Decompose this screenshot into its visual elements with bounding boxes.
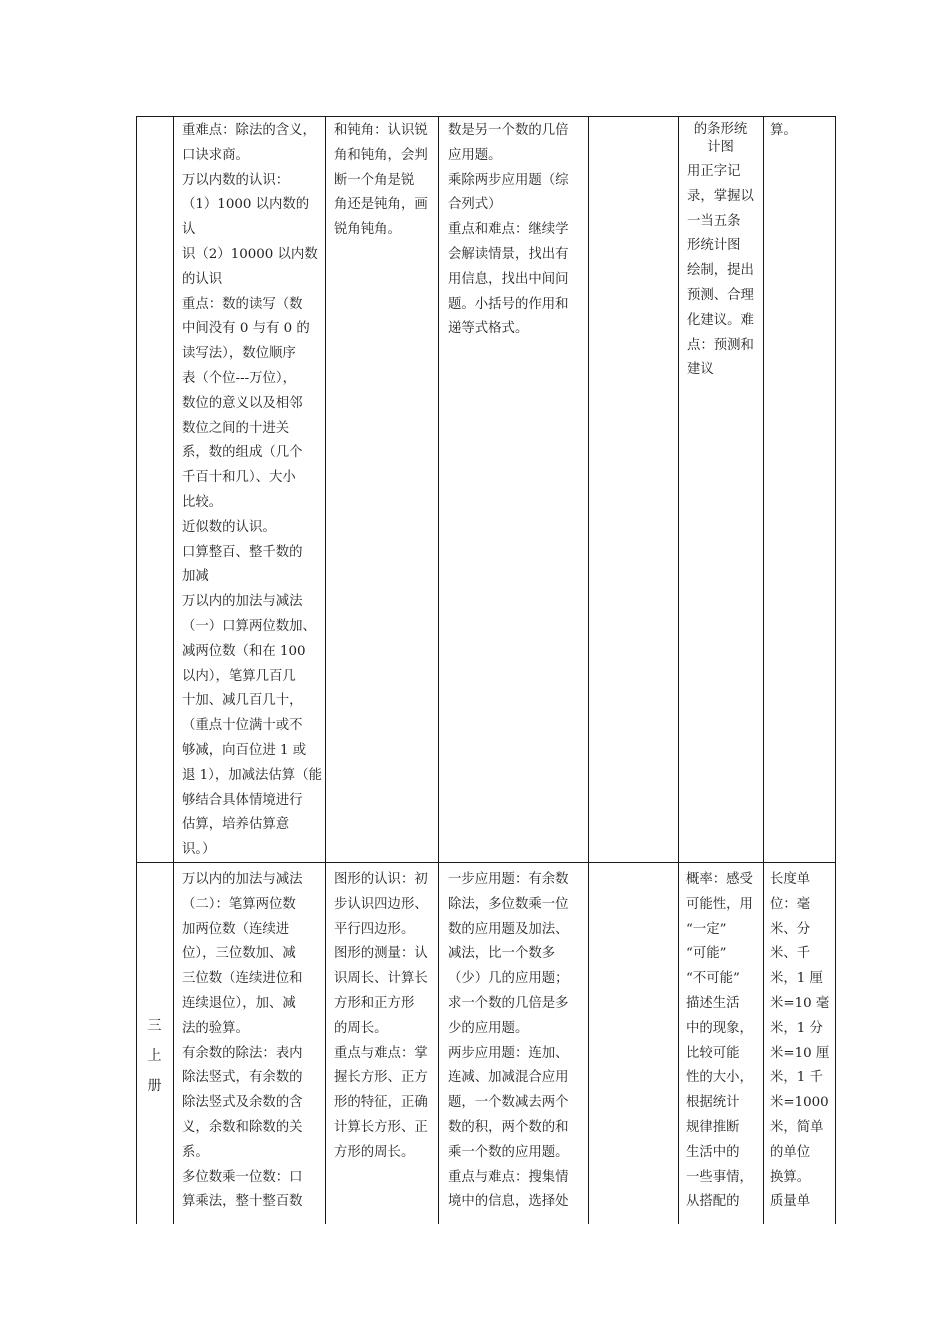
cell-text-line: 比较。 [182, 494, 223, 510]
cell-text-line: 数是另一个数的几倍 [448, 123, 569, 138]
cell-text-line: 识。） [182, 842, 216, 858]
cell-text-line: 预测、合理 [687, 287, 754, 303]
cell-text-line: 有余数的除法：表内 [182, 1045, 303, 1061]
cell-text-line: 中间没有 0 与有 0 的 [182, 321, 310, 337]
cell-text-line: 读写法），数位顺序 [182, 346, 296, 362]
cell-text-line: 算。 [770, 123, 797, 138]
cell-text-line: 角还是钝角，画 [334, 197, 428, 213]
cell-text-line: 合列式） [448, 197, 502, 213]
cell-text-line: 系，数的组成（几个 [182, 445, 303, 461]
cell-text-line: 口诀求商。 [182, 147, 249, 163]
cell-text-line: 用信息，找出中间问 [448, 271, 569, 287]
units-cell [770, 868, 834, 1215]
cell-text-line: 步认识四边形、 [334, 896, 428, 912]
cell-text-line: 根据统计 [686, 1095, 740, 1111]
topics-cell [182, 119, 322, 863]
cell-text-line: 除法，多位数乘一位 [448, 896, 569, 912]
cell-text-line: 比较可能 [686, 1045, 740, 1061]
cell-text-line: 绘制，提出 [687, 263, 754, 279]
cell-text-line: 口算整百、整千数的 [182, 544, 303, 560]
cell-text-line: 识周长、计算长 [334, 971, 428, 987]
cell-text-line: 递等式格式。 [448, 321, 529, 337]
cell-text-line: 米，简单 [770, 1119, 824, 1135]
cell-text-line: 中的现象， [686, 1020, 753, 1036]
cell-text-line: 连减、加减混合应用 [448, 1070, 569, 1086]
table-row [136, 862, 836, 1224]
cell-text-line: “不可能” [686, 971, 740, 987]
table-row [136, 116, 836, 862]
cell-text-line: 位：毫 [770, 896, 811, 912]
term-label [136, 1011, 173, 1101]
units-cell [770, 119, 832, 144]
cell-text-line: 握长方形、正方 [334, 1070, 428, 1086]
cell-text-line: 计图 [707, 140, 734, 155]
word-problems-cell [448, 868, 586, 1215]
cell-text-line: 从搭配的 [686, 1194, 740, 1210]
cell-text-line: 生活中的 [686, 1144, 740, 1160]
cell-text-line: 数的积，两个数的和 [448, 1119, 569, 1135]
cell-text-line: 义，余数和除数的关 [182, 1119, 303, 1135]
cell-text-line: 米、千 [770, 946, 811, 962]
cell-text-line: 估算，培养估算意 [182, 817, 290, 833]
cell-text-line: 识（2）10000 以内数 [182, 246, 318, 262]
term-char: 上 [147, 1048, 162, 1064]
cell-text-line: 重难点：除法的含义， [182, 123, 316, 138]
cell-text-line: 乘除两步应用题（综 [448, 172, 569, 188]
cell-text-line: 建议 [687, 362, 714, 378]
cell-text-line: 表（个位---万位）， [182, 370, 296, 386]
cell-text-line: 十加、减几百几十， [182, 693, 303, 709]
cell-text-line: 米，1 厘 [770, 971, 823, 987]
cell-text-line: 一当五条 [687, 213, 741, 229]
cell-text-line: 一些事情， [686, 1169, 753, 1185]
cell-text-line: 除法竖式，有余数的 [182, 1070, 303, 1086]
cell-text-line: 方形和正方形 [334, 995, 415, 1011]
cell-text-line: 米、分 [770, 921, 811, 937]
cell-text-line: 千百十和几）、大小 [182, 470, 296, 486]
cell-text-line: “可能” [686, 946, 727, 962]
word-problems-cell [448, 119, 586, 342]
cell-text-line: 一步应用题：有余数 [448, 872, 569, 887]
cell-text-line: 锐角钝角。 [334, 222, 401, 238]
cell-text-line: 米=1000 [770, 1095, 829, 1111]
geometry-cell [334, 119, 436, 243]
cell-text-line: 近似数的认识。 [182, 519, 276, 535]
cell-text-line: 概率：感受 [686, 872, 753, 887]
cell-text-line: 乘一个数的应用题。 [448, 1144, 569, 1160]
cell-text-line: 够结合具体情境进行 [182, 792, 303, 808]
cell-text-line: 少的应用题。 [448, 1020, 529, 1036]
term-char: 册 [147, 1078, 162, 1094]
cell-text-line: 米，1 分 [770, 1020, 823, 1036]
cell-text-line: 减两位数（和在 100 [182, 643, 306, 659]
cell-text-line: 以内），笔算几百几 [182, 668, 296, 684]
cell-text-line: 万以内的加法与减法 [182, 594, 303, 610]
cell-text-line: （二）：笔算两位数 [182, 896, 296, 912]
cell-text-line: 连续退位），加、减 [182, 995, 296, 1011]
cell-text-line: 题。小括号的作用和 [448, 296, 569, 312]
cell-text-line: 会解读情景，找出有 [448, 246, 569, 262]
cell-text-line: 位），三位数加、减 [182, 946, 296, 962]
cell-text-line: 加减 [182, 569, 209, 585]
cell-text-line: （一）口算两位数加、 [182, 618, 316, 634]
cell-text-line: 可能性，用 [686, 896, 753, 912]
cell-text-line: 数位的意义以及相邻 [182, 395, 303, 411]
cell-text-line: 够减，向百位进 1 或 [182, 742, 307, 758]
statistics-heading [678, 119, 763, 157]
cell-text-line: 多位数乘一位数：口 [182, 1169, 303, 1185]
topics-cell [182, 868, 322, 1215]
cell-text-line: 形统计图 [687, 238, 741, 254]
cell-text-line: 描述生活 [686, 995, 740, 1011]
cell-text-line: 重点与难点：掌 [334, 1045, 428, 1061]
cell-text-line: 三位数（连续进位和 [182, 971, 303, 987]
cell-text-line: 断一个角是锐 [334, 172, 415, 188]
cell-text-line: 境中的信息，选择处 [448, 1194, 569, 1210]
cell-text-line: 数位之间的十进关 [182, 420, 290, 436]
cell-text-line: （1）1000 以内数的认 [182, 197, 310, 238]
cell-text-line: 除法竖式及余数的含 [182, 1095, 303, 1111]
cell-text-line: 用正字记 [687, 164, 741, 179]
statistics-cell [678, 119, 763, 383]
term-char: 三 [147, 1018, 162, 1034]
cell-text-line: 应用题。 [448, 147, 502, 163]
cell-text-line: 和钝角：认识锐 [334, 123, 428, 138]
cell-text-line: （少）几的应用题； [448, 971, 569, 987]
cell-text-line: 两步应用题：连加、 [448, 1045, 569, 1061]
cell-text-line: （重点十位满十或不 [182, 718, 303, 734]
geometry-cell [334, 868, 436, 1166]
cell-text-line: 退 1），加减法估算（能 [182, 767, 322, 783]
cell-text-line: 求一个数的几倍是多 [448, 995, 569, 1011]
cell-text-line: 的认识 [182, 271, 223, 287]
cell-text-line: 米=10 毫 [770, 995, 830, 1011]
cell-text-line: 数的应用题及加法、 [448, 921, 569, 937]
cell-text-line: 系。 [182, 1144, 209, 1160]
cell-text-line: 减法，比一个数多 [448, 946, 556, 962]
probability-cell [686, 868, 762, 1215]
cell-text-line: 重点：数的读写（数 [182, 296, 303, 312]
cell-text-line: 题，一个数减去两个 [448, 1095, 569, 1111]
cell-text-line: 方形的周长。 [334, 1144, 415, 1160]
cell-text-line: 重点与难点：搜集情 [448, 1169, 569, 1185]
cell-text-line: 算乘法，整十整百数 [182, 1194, 303, 1210]
cell-text-line: 录，掌握以 [687, 188, 754, 204]
cell-text-line: 规律推断 [686, 1119, 740, 1135]
cell-text-line: 万以内的加法与减法 [182, 872, 303, 887]
cell-text-line: 性的大小， [686, 1070, 753, 1086]
cell-text-line: 的条形统 [693, 122, 748, 137]
cell-text-line: 图形的认识：初 [334, 872, 428, 887]
cell-text-line: 形的特征，正确 [334, 1095, 428, 1111]
cell-text-line: 的周长。 [334, 1020, 388, 1036]
cell-text-line: 图形的测量：认 [334, 946, 428, 962]
cell-text-line: 重点和难点：继续学 [448, 222, 569, 238]
cell-text-line: 法的验算。 [182, 1020, 249, 1036]
cell-text-line: 万以内数的认识： [182, 172, 290, 188]
cell-text-line: 质量单 [770, 1194, 811, 1210]
curriculum-table [136, 116, 836, 1224]
cell-text-line: 换算。 [770, 1169, 811, 1185]
cell-text-line: 加两位数（连续进 [182, 921, 290, 937]
cell-text-line: “一定” [686, 921, 727, 937]
cell-text-line: 点：预测和 [687, 337, 754, 353]
cell-text-line: 化建议。难 [687, 312, 754, 328]
cell-text-line: 的单位 [770, 1144, 811, 1160]
cell-text-line: 计算长方形、正 [334, 1119, 428, 1135]
cell-text-line: 米，1 千 [770, 1070, 823, 1086]
cell-text-line: 米=10 厘 [770, 1045, 830, 1061]
cell-text-line: 角和钝角，会判 [334, 147, 428, 163]
cell-text-line: 长度单 [770, 872, 811, 887]
cell-text-line: 平行四边形。 [334, 921, 415, 937]
